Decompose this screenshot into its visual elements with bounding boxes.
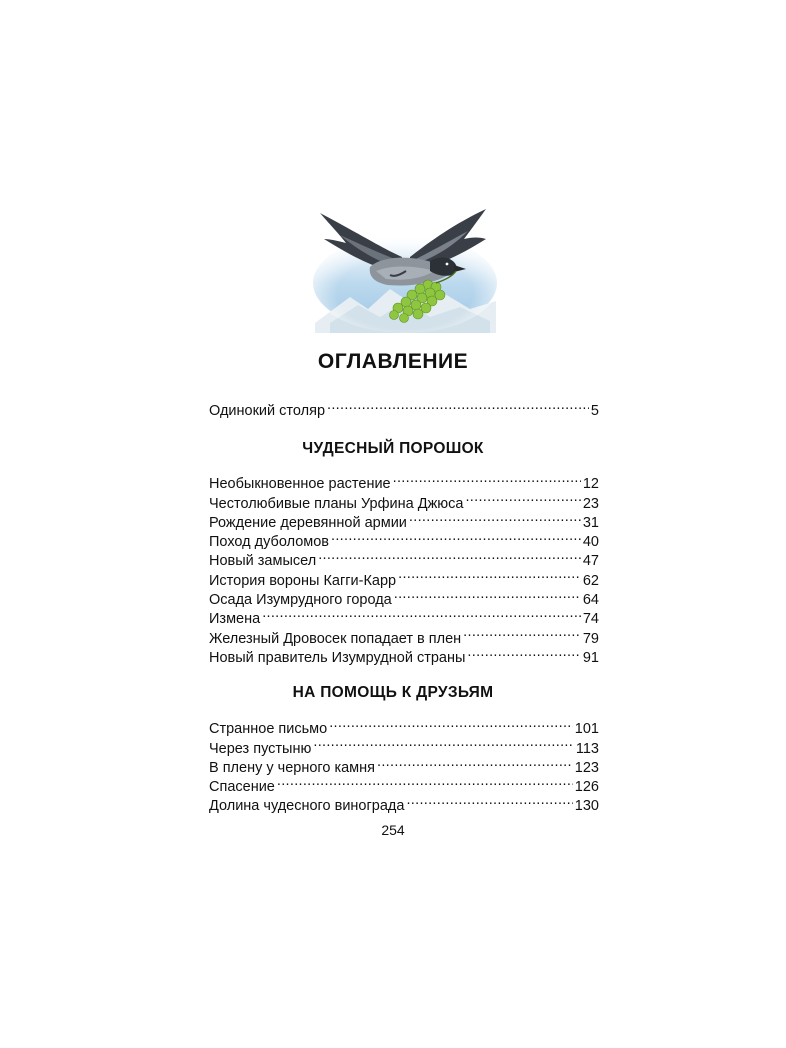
toc-entry-page: 47 (582, 553, 599, 570)
toc-entry-page: 126 (574, 779, 599, 796)
toc-entry-leader (331, 527, 581, 546)
toc-entry-leader (467, 643, 580, 662)
crow-illustration (310, 205, 500, 333)
toc-entry-leader (409, 508, 581, 527)
toc-entry-title: Долина чудесного винограда (209, 798, 405, 815)
toc-entry-page: 91 (582, 649, 599, 666)
toc-entry-leader (327, 396, 589, 415)
toc-entry-leader (329, 714, 573, 733)
toc-entry-page: 23 (582, 495, 599, 512)
toc-entry-page: 64 (582, 592, 599, 609)
toc-entry-page: 5 (590, 403, 599, 420)
toc-entry-title: В плену у черного камня (209, 759, 376, 776)
section-heading: ЧУДЕСНЫЙ ПОРОШОК (302, 440, 484, 457)
toc-entry-leader (313, 733, 574, 752)
toc-entry-title: Новый правитель Изумрудной страны (209, 649, 466, 666)
toc-entry-title: История вороны Кагги-Карр (209, 572, 397, 589)
toc-title: ОГЛАВЛЕНИЕ (317, 350, 469, 373)
toc-entry-leader (377, 753, 573, 772)
toc-entry-leader (398, 565, 581, 584)
toc-entry[interactable] (209, 714, 599, 738)
toc-entry[interactable] (209, 623, 599, 647)
toc-intro-list (209, 396, 599, 420)
toc-entry-title: Измена (209, 611, 261, 628)
toc-entry-page: 74 (582, 611, 599, 628)
toc-entry-title: Поход дуболомов (209, 534, 329, 551)
toc-entry[interactable] (209, 604, 599, 628)
section-heading: НА ПОМОЩЬ К ДРУЗЬЯМ (292, 684, 494, 701)
page-number: 254 (381, 822, 405, 838)
toc-entry-title: Необыкновенное растение (209, 476, 391, 493)
toc-entry-leader (463, 623, 581, 642)
toc-entry-page: 113 (575, 740, 599, 757)
toc-entry-page: 123 (574, 759, 599, 776)
toc-entry-title: Через пустыню (209, 740, 312, 757)
toc-entry-page: 101 (574, 721, 599, 738)
toc-entry-title: Новый замысел (209, 553, 317, 570)
toc-section-list (209, 469, 599, 666)
toc-entry-leader (277, 772, 573, 791)
toc-entry-leader (393, 469, 581, 488)
toc-entry-page: 130 (574, 798, 599, 815)
toc-entry-title: Спасение (209, 779, 275, 796)
toc-entry-leader (465, 488, 580, 507)
toc-entry-title: Честолюбивые планы Урфина Джюса (209, 495, 464, 512)
toc-entry-title: Странное письмо (209, 721, 328, 738)
toc-entry[interactable] (209, 469, 599, 493)
toc-entry[interactable] (209, 396, 599, 420)
toc-entry-leader (318, 546, 581, 565)
crow-with-grapes-icon (310, 205, 500, 333)
toc-entry-page: 31 (582, 514, 599, 531)
toc-entry-page: 79 (582, 630, 599, 647)
toc-entry-title: Железный Дровосек попадает в плен (209, 630, 462, 647)
toc-entry-leader (406, 791, 572, 810)
toc-entry-page: 62 (582, 572, 599, 589)
toc-entry-title: Осада Изумрудного города (209, 592, 392, 609)
toc-entry-leader (262, 604, 581, 623)
toc-entry-page: 12 (582, 476, 599, 493)
toc-entry-page: 40 (582, 534, 599, 551)
toc-entry-title: Рождение деревянной армии (209, 514, 407, 531)
toc-entry-leader (394, 585, 581, 604)
toc-entry-title: Одинокий столяр (209, 403, 326, 420)
toc-section-list (209, 714, 599, 815)
